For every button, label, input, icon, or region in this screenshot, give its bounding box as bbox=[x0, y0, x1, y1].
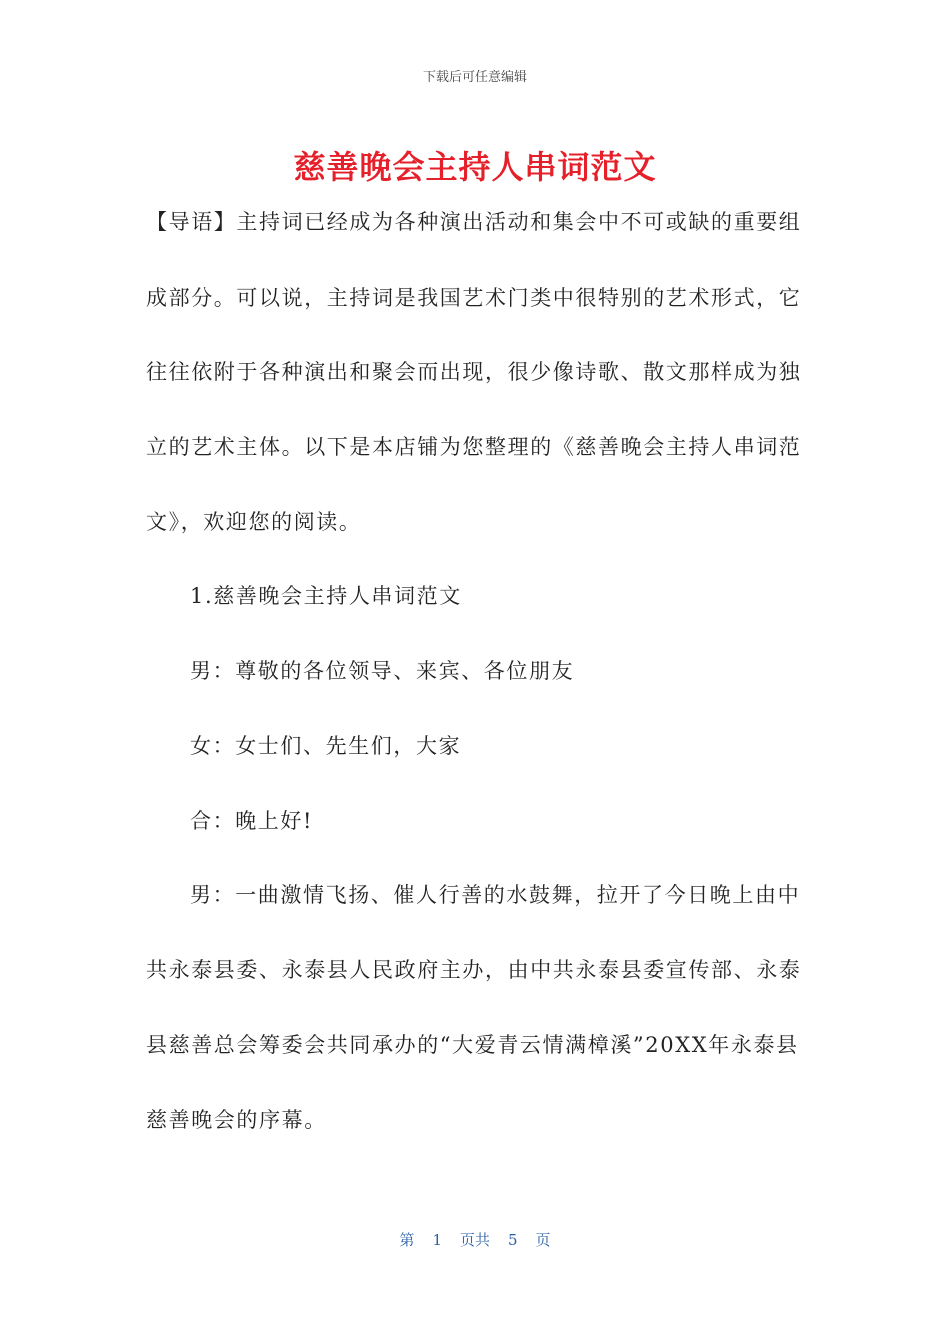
page-label-mid: 页共 bbox=[459, 1231, 490, 1249]
paragraph-line: 成部分。可以说，主持词是我国艺术门类中很特别的艺术形式，它 bbox=[146, 286, 802, 310]
dialogue-line: 合：晚上好! bbox=[190, 809, 314, 833]
paragraph-line: 【导语】主持词已经成为各种演出活动和集会中不可或缺的重要组 bbox=[146, 210, 802, 234]
header-note: 下载后可任意编辑 bbox=[422, 70, 527, 85]
paragraph-line: 慈善晚会的序幕。 bbox=[146, 1108, 327, 1132]
section-heading: 1.慈善晚会主持人串词范文 bbox=[190, 584, 462, 608]
paragraph-line: 共永泰县委、永泰县人民政府主办，由中共永泰县委宣传部、永泰 bbox=[146, 958, 802, 982]
total-page-number: 5 bbox=[508, 1231, 518, 1249]
paragraph-line: 县慈善总会筹委会共同承办的“大爱青云情满樟溪”20XX年永泰县 bbox=[146, 1033, 799, 1057]
page-label-suffix: 页 bbox=[535, 1231, 551, 1249]
page-label-prefix: 第 bbox=[399, 1231, 415, 1249]
dialogue-line: 男：尊敬的各位领导、来宾、各位朋友 bbox=[190, 659, 575, 683]
dialogue-line: 女：女士们、先生们，大家 bbox=[190, 734, 462, 758]
page-footer bbox=[0, 1229, 950, 1250]
paragraph-line: 文》，欢迎您的阅读。 bbox=[146, 510, 362, 534]
dialogue-line: 男：一曲激情飞扬、催人行善的水鼓舞，拉开了今日晚上由中 bbox=[190, 883, 801, 907]
paragraph-line: 往往依附于各种演出和聚会而出现，很少像诗歌、散文那样成为独 bbox=[146, 360, 802, 384]
current-page-number: 1 bbox=[432, 1231, 442, 1249]
paragraph-line: 立的艺术主体。以下是本店铺为您整理的《慈善晚会主持人串词范 bbox=[146, 435, 802, 459]
document-title: 慈善晚会主持人串词范文 bbox=[293, 148, 657, 186]
